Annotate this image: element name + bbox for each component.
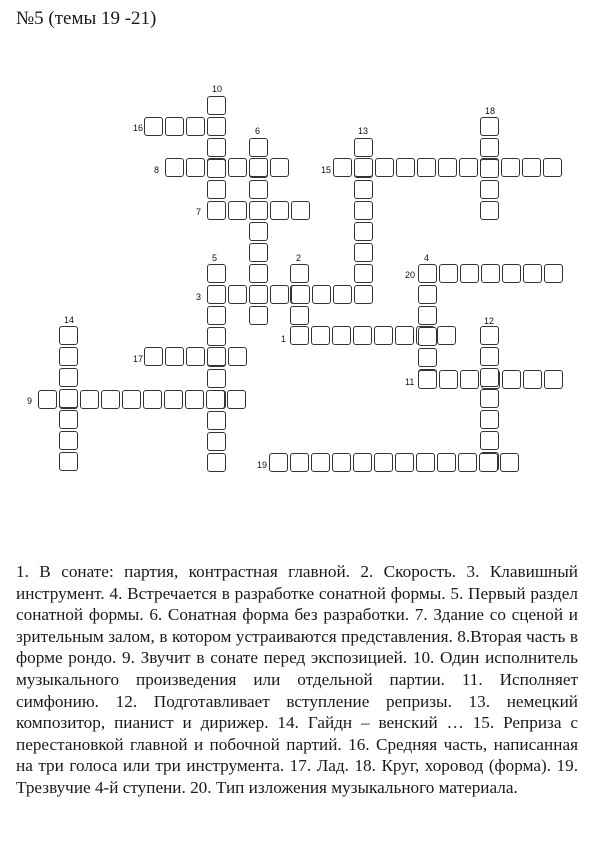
crossword-cell[interactable] <box>522 158 541 177</box>
clue-number-12: 12 <box>484 316 495 326</box>
crossword-cell[interactable] <box>186 117 205 136</box>
clue-number-18: 18 <box>485 106 496 116</box>
crossword-cell[interactable] <box>311 453 330 472</box>
crossword-cell[interactable] <box>207 285 226 304</box>
crossword-cell[interactable] <box>249 222 268 241</box>
crossword-cell[interactable] <box>165 158 184 177</box>
crossword-cell[interactable] <box>59 389 78 408</box>
crossword-cell[interactable] <box>501 158 520 177</box>
crossword-cell[interactable] <box>418 264 437 283</box>
crossword-cell[interactable] <box>207 411 226 430</box>
crossword-cell[interactable] <box>375 158 394 177</box>
crossword-cell[interactable] <box>354 180 373 199</box>
crossword-cell[interactable] <box>458 453 477 472</box>
crossword-cell[interactable] <box>418 327 437 346</box>
crossword-cell[interactable] <box>437 453 456 472</box>
crossword-cell[interactable] <box>354 201 373 220</box>
crossword-cell[interactable] <box>333 158 352 177</box>
crossword-cell[interactable] <box>354 138 373 157</box>
crossword-cell[interactable] <box>227 390 246 409</box>
crossword-cell[interactable] <box>144 347 163 366</box>
crossword-cell[interactable] <box>460 264 479 283</box>
crossword-cell[interactable] <box>311 326 330 345</box>
crossword-cell[interactable] <box>523 264 542 283</box>
page-title: №5 (темы 19 -21) <box>16 8 157 29</box>
crossword-cell[interactable] <box>207 201 226 220</box>
crossword-cell[interactable] <box>395 326 414 345</box>
crossword-cell[interactable] <box>480 159 499 178</box>
crossword-cell[interactable] <box>416 453 435 472</box>
crossword-cell[interactable] <box>164 390 183 409</box>
clue-number-17: 17 <box>133 354 144 364</box>
crossword-cell[interactable] <box>354 264 373 283</box>
crossword-cell[interactable] <box>291 201 310 220</box>
crossword-cell[interactable] <box>144 117 163 136</box>
crossword-cell[interactable] <box>249 285 268 304</box>
crossword-cell[interactable] <box>480 431 499 450</box>
crossword-cell[interactable] <box>480 180 499 199</box>
crossword-cell[interactable] <box>207 369 226 388</box>
crossword-cell[interactable] <box>228 201 247 220</box>
clue-number-14: 14 <box>64 315 75 325</box>
crossword-cell[interactable] <box>143 390 162 409</box>
crossword-cell[interactable] <box>207 159 226 178</box>
crossword-cell[interactable] <box>165 117 184 136</box>
crossword-cell[interactable] <box>290 264 309 283</box>
clue-number-16: 16 <box>133 123 144 133</box>
crossword-cell[interactable] <box>354 222 373 241</box>
crossword-cell[interactable] <box>207 117 226 136</box>
crossword-cell[interactable] <box>354 285 373 304</box>
crossword-cell[interactable] <box>480 201 499 220</box>
crossword-cell[interactable] <box>418 306 437 325</box>
crossword-cell[interactable] <box>186 347 205 366</box>
crossword-cell[interactable] <box>544 264 563 283</box>
crossword-cell[interactable] <box>290 306 309 325</box>
crossword-cell[interactable] <box>290 453 309 472</box>
crossword-cell[interactable] <box>207 180 226 199</box>
crossword-cell[interactable] <box>186 158 205 177</box>
crossword-cell[interactable] <box>207 327 226 346</box>
clue-number-13: 13 <box>358 126 369 136</box>
crossword-cell[interactable] <box>543 158 562 177</box>
crossword-cell[interactable] <box>165 347 184 366</box>
crossword-cell[interactable] <box>523 370 542 389</box>
crossword-cell[interactable] <box>249 243 268 262</box>
crossword-cell[interactable] <box>374 326 393 345</box>
clue-number-6: 6 <box>255 126 261 136</box>
crossword-cell[interactable] <box>249 138 268 157</box>
crossword-cell[interactable] <box>480 117 499 136</box>
crossword-cell[interactable] <box>353 453 372 472</box>
crossword-cell[interactable] <box>417 158 436 177</box>
crossword-cell[interactable] <box>479 453 498 472</box>
crossword-cell[interactable] <box>480 138 499 157</box>
clue-number-19: 19 <box>257 460 268 470</box>
crossword-cell[interactable] <box>207 138 226 157</box>
crossword-cell[interactable] <box>354 158 373 177</box>
crossword-cell[interactable] <box>207 453 226 472</box>
crossword-cell[interactable] <box>59 326 78 345</box>
clues-text: 1. В сонате: партия, контрастная главной. 2. Скорость. 3. Клавишный инструмент. 4. Встречается в разработке сонатной формы. 5. Первый раздел сонатной формы. 6. Сонатная форма без разработки. 7. Здание со сценой и зрительным залом, в котором устраиваются представления. 8.Вторая часть в форме рондо. 9. Звучит в сонате перед экспозицией. 10. Один исполнитель музыкального произведения или отдельной партии. 11. Исполняет симфонию. 12. Подготавливает вступление репризы. 13. немецкий композитор, пианист и дирижер. 14. Гайдн – венский … 15. Реприза с перестановкой главной и побочной партий. 16. Средняя часть, написанная на три голоса или три инструмента. 17. Лад. 18. Круг, хоровод (форма). 19. Трезвучие 4-й ступени. 20. Тип изложения музыкального материала. <box>16 562 578 797</box>
crossword-cell[interactable] <box>480 389 499 408</box>
clue-number-20: 20 <box>405 270 416 280</box>
crossword-cell[interactable] <box>418 348 437 367</box>
crossword-cell[interactable] <box>228 158 247 177</box>
crossword-cell[interactable] <box>544 370 563 389</box>
crossword-cell[interactable] <box>207 264 226 283</box>
crossword-cell[interactable] <box>418 370 437 389</box>
crossword-cell[interactable] <box>500 453 519 472</box>
crossword-cell[interactable] <box>374 453 393 472</box>
crossword-cell[interactable] <box>353 326 372 345</box>
crossword-cell[interactable] <box>418 285 437 304</box>
crossword-cell[interactable] <box>249 306 268 325</box>
crossword-cell[interactable] <box>249 264 268 283</box>
crossword-cell[interactable] <box>59 368 78 387</box>
crossword-cell[interactable] <box>270 201 289 220</box>
crossword-cell[interactable] <box>228 347 247 366</box>
crossword-cell[interactable] <box>481 264 500 283</box>
crossword-cell[interactable] <box>269 453 288 472</box>
crossword-cell[interactable] <box>270 285 289 304</box>
crossword-cell[interactable] <box>122 390 141 409</box>
clue-number-3: 3 <box>196 292 202 302</box>
crossword-cell[interactable] <box>249 180 268 199</box>
crossword-cell[interactable] <box>291 285 310 304</box>
clue-number-4: 4 <box>424 253 430 263</box>
crossword-cell[interactable] <box>101 390 120 409</box>
crossword-cell[interactable] <box>439 370 458 389</box>
crossword-cell[interactable] <box>228 285 247 304</box>
clue-number-8: 8 <box>154 165 160 175</box>
crossword-cell[interactable] <box>312 285 331 304</box>
clue-number-2: 2 <box>296 253 302 263</box>
crossword-cell[interactable] <box>333 285 352 304</box>
clue-number-5: 5 <box>212 253 218 263</box>
crossword-cell[interactable] <box>38 390 57 409</box>
crossword-cell[interactable] <box>332 326 351 345</box>
crossword-cell[interactable] <box>206 390 225 409</box>
crossword-cell[interactable] <box>80 390 99 409</box>
crossword-cell[interactable] <box>459 158 478 177</box>
crossword-cell[interactable] <box>185 390 204 409</box>
crossword-cell[interactable] <box>437 326 456 345</box>
crossword-cell[interactable] <box>480 368 499 387</box>
crossword-cell[interactable] <box>480 347 499 366</box>
crossword-cell[interactable] <box>290 326 309 345</box>
crossword-cell[interactable] <box>59 410 78 429</box>
crossword-cell[interactable] <box>396 158 415 177</box>
crossword-cell[interactable] <box>395 453 414 472</box>
crossword-cell[interactable] <box>332 453 351 472</box>
crossword-cell[interactable] <box>354 243 373 262</box>
crossword-cell[interactable] <box>249 158 268 177</box>
clue-number-1: 1 <box>281 334 287 344</box>
crossword-cell[interactable] <box>480 326 499 345</box>
crossword-cell[interactable] <box>502 370 521 389</box>
clue-number-7: 7 <box>196 207 202 217</box>
crossword-cell[interactable] <box>270 158 289 177</box>
crossword-cell[interactable] <box>460 370 479 389</box>
crossword-cell[interactable] <box>59 347 78 366</box>
crossword-cell[interactable] <box>59 452 78 471</box>
clue-number-9: 9 <box>27 396 33 406</box>
crossword-cell[interactable] <box>207 306 226 325</box>
crossword-cell[interactable] <box>480 410 499 429</box>
crossword-cell[interactable] <box>502 264 521 283</box>
crossword-cell[interactable] <box>439 264 458 283</box>
clue-number-15: 15 <box>321 165 332 175</box>
crossword-cell[interactable] <box>207 96 226 115</box>
crossword-cell[interactable] <box>249 201 268 220</box>
crossword-cell[interactable] <box>59 431 78 450</box>
clue-number-11: 11 <box>405 377 415 387</box>
crossword-cell[interactable] <box>207 347 226 366</box>
crossword-cell[interactable] <box>438 158 457 177</box>
clue-number-10: 10 <box>212 84 223 94</box>
crossword-cell[interactable] <box>207 432 226 451</box>
